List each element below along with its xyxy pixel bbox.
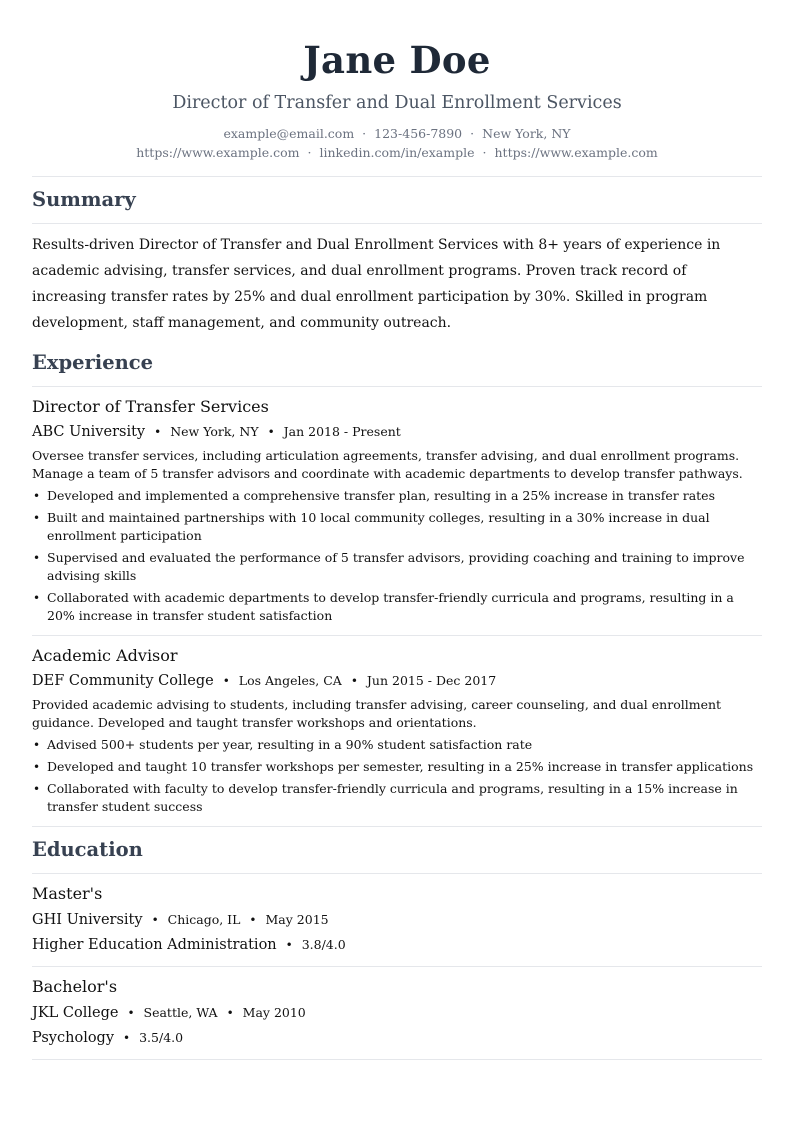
education-heading: Education <box>32 838 143 861</box>
experience-heading: Experience <box>32 351 154 374</box>
contact-info <box>32 124 762 162</box>
bullet-separator: • <box>267 425 275 439</box>
school-meta <box>32 909 762 931</box>
separator: · <box>362 126 367 141</box>
gpa: 3.8/4.0 <box>301 937 346 952</box>
bullet-separator: • <box>226 1006 234 1020</box>
job-description: Oversee transfer services, including articulation agreements, transfer advising, and dual enrollment programs. Manage a team of 5 transfer advisors and coordinate with academic departments to develop transfer pathways. <box>32 448 743 481</box>
location: New York, NY <box>482 126 571 141</box>
job-location: New York, NY <box>170 424 259 439</box>
employer: ABC University <box>32 424 146 440</box>
experience-entry <box>32 387 762 635</box>
education-section <box>32 837 762 1060</box>
field-of-study: Higher Education Administration <box>32 937 277 953</box>
website-link[interactable]: https://www.example.com <box>136 145 300 160</box>
bullet-separator: • <box>123 1031 131 1045</box>
entry-divider <box>32 1059 762 1060</box>
field-of-study: Psychology <box>32 1030 115 1046</box>
achievement-item: • Collaborated with academic departments to develop transfer-friendly curricula and programs, resulting in a 20% increase in transfer student satisfaction <box>32 589 762 625</box>
job-meta <box>32 421 762 443</box>
summary-text: Results-driven Director of Transfer and Dual Enrollment Services with 8+ years of experience in academic advising, transfer services, and dual enrollment programs. Proven track record of increasing transfer rates by 25% and dual enrollment participation by 30%. Skilled in program development, staff management, and community outreach. <box>32 237 721 331</box>
bullet-separator: • <box>249 913 257 927</box>
employer: DEF Community College <box>32 673 214 689</box>
bullet-separator: • <box>127 1006 135 1020</box>
gpa: 3.5/4.0 <box>139 1030 184 1045</box>
graduation-date: May 2010 <box>242 1005 306 1020</box>
bullet-separator: • <box>154 425 162 439</box>
summary-section <box>32 187 762 336</box>
education-entry <box>32 874 762 966</box>
field-meta <box>32 1027 762 1049</box>
school-name: JKL College <box>32 1005 119 1021</box>
candidate-name: Jane Doe <box>303 38 491 82</box>
resume-page <box>32 0 762 1060</box>
job-title: Academic Advisor <box>32 646 178 665</box>
email-link[interactable]: example@email.com <box>223 126 355 141</box>
bullet-separator: • <box>222 674 230 688</box>
contact-line-2 <box>32 143 762 162</box>
header-divider <box>32 176 762 177</box>
degree-name: Bachelor's <box>32 977 118 996</box>
entry-divider <box>32 826 762 827</box>
achievement-item: • Collaborated with faculty to develop transfer-friendly curricula and programs, resulting in a 15% increase in transfer student success <box>32 780 762 816</box>
summary-heading: Summary <box>32 188 136 211</box>
phone-number[interactable]: 123-456-7890 <box>374 126 463 141</box>
degree-name: Master's <box>32 884 103 903</box>
bullet-separator: • <box>151 913 159 927</box>
portfolio-link[interactable]: https://www.example.com <box>494 145 658 160</box>
job-dates: Jun 2015 - Dec 2017 <box>366 673 497 688</box>
job-meta <box>32 670 762 692</box>
achievement-list <box>32 487 762 625</box>
job-location: Los Angeles, CA <box>238 673 342 688</box>
school-name: GHI University <box>32 912 143 928</box>
achievement-item: • Developed and implemented a comprehensive transfer plan, resulting in a 25% increase in transfer rates <box>32 487 762 505</box>
achievement-item: • Advised 500+ students per year, resulting in a 90% student satisfaction rate <box>32 736 762 754</box>
job-description: Provided academic advising to students, including transfer advising, career counseling, and dual enrollment guidance. Developed and taught transfer workshops and orientations. <box>32 697 722 730</box>
separator: · <box>307 145 312 160</box>
graduation-date: May 2015 <box>265 912 329 927</box>
achievement-item: • Supervised and evaluated the performance of 5 transfer advisors, providing coaching and training to improve advising skills <box>32 549 762 585</box>
school-location: Seattle, WA <box>143 1005 218 1020</box>
candidate-headline: Director of Transfer and Dual Enrollment Services <box>172 93 622 113</box>
resume-header <box>32 38 762 162</box>
school-location: Chicago, IL <box>167 912 241 927</box>
separator: · <box>482 145 487 160</box>
achievement-item: • Built and maintained partnerships with 10 local community colleges, resulting in a 30% increase in dual enrollment participation <box>32 509 762 545</box>
achievement-item: • Developed and taught 10 transfer workshops per semester, resulting in a 25% increase in transfer applications <box>32 758 762 776</box>
field-meta <box>32 934 762 956</box>
achievement-list <box>32 736 762 816</box>
experience-section <box>32 350 762 827</box>
experience-entry <box>32 636 762 826</box>
school-meta <box>32 1002 762 1024</box>
separator: · <box>470 126 475 141</box>
linkedin-link[interactable]: linkedin.com/in/example <box>319 145 475 160</box>
bullet-separator: • <box>285 938 293 952</box>
education-entry <box>32 967 762 1059</box>
job-dates: Jan 2018 - Present <box>283 424 401 439</box>
bullet-separator: • <box>350 674 358 688</box>
section-divider <box>32 223 762 224</box>
contact-line-1 <box>32 124 762 143</box>
job-title: Director of Transfer Services <box>32 397 269 416</box>
